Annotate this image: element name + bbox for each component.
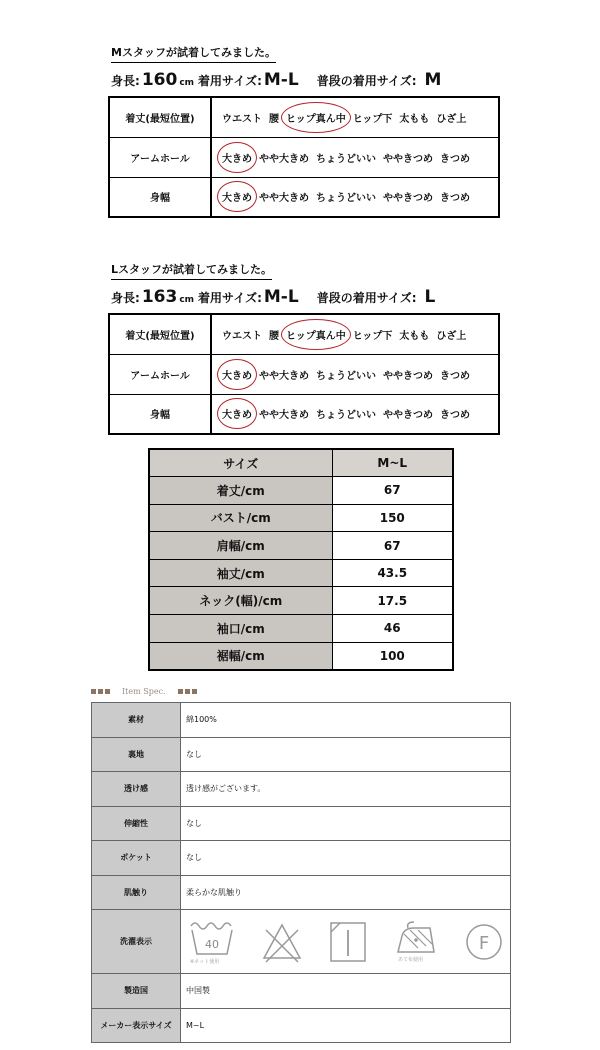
usual-size-label: 普段の着用サイズ: <box>316 74 417 88</box>
spec-row-label: 透け感 <box>92 772 181 807</box>
fit-option: ひざ上 <box>436 330 467 342</box>
size-row-value: 100 <box>332 642 453 670</box>
spec-row <box>92 772 511 807</box>
fit-option: ヒップ下 <box>352 113 393 125</box>
size-table-row <box>149 559 453 587</box>
line-dry-icon <box>328 920 368 964</box>
staff-l-fit-table <box>108 313 500 435</box>
spec-row <box>92 703 511 738</box>
fit-option: きつめ <box>440 410 470 422</box>
height-label: 身長: <box>111 291 140 305</box>
fit-option: やや大きめ <box>259 370 309 382</box>
size-row-label: バスト/cm <box>149 504 332 532</box>
fit-row <box>109 394 499 434</box>
size-value: M-L <box>263 70 299 90</box>
size-row-value: 67 <box>332 532 453 560</box>
spec-row-value: M~L <box>181 1008 511 1043</box>
spec-row <box>92 875 511 910</box>
fit-row-label: 身幅 <box>109 394 211 434</box>
iron-low-icon <box>392 918 440 966</box>
size-header-value: M~L <box>332 449 453 477</box>
staff-m-info <box>111 70 443 90</box>
fit-option: きつめ <box>440 153 470 165</box>
size-row-value: 17.5 <box>332 587 453 615</box>
spec-row-value: なし <box>181 806 511 841</box>
spec-row <box>92 974 511 1009</box>
fit-option: きつめ <box>440 193 470 205</box>
fit-option: ややきつめ <box>383 370 433 382</box>
spec-row <box>92 841 511 876</box>
item-spec-table <box>91 702 511 1043</box>
fit-option-selected: ヒップ真ん中 <box>286 327 346 342</box>
size-label: 着用サイズ: <box>198 74 262 88</box>
fit-row <box>109 97 499 137</box>
size-value: M-L <box>263 287 299 307</box>
size-table-row <box>149 532 453 560</box>
fit-row-options <box>211 137 499 177</box>
height-label: 身長: <box>111 74 140 88</box>
spec-row-label: 裏地 <box>92 737 181 772</box>
size-table <box>148 448 454 671</box>
fit-option: ウエスト <box>222 330 262 342</box>
wash-temp: 40 <box>205 937 219 951</box>
usual-size-value: L <box>424 287 436 307</box>
fit-row <box>109 314 499 354</box>
height-unit: cm <box>179 295 195 305</box>
usual-size-label: 普段の着用サイズ: <box>316 291 417 305</box>
fit-option: ひざ上 <box>436 113 467 125</box>
size-row-label: 袖丈/cm <box>149 559 332 587</box>
spec-row-wash <box>92 910 511 974</box>
fit-option: ちょうどいい <box>316 153 376 165</box>
fit-option-selected: 大きめ <box>222 406 252 421</box>
spec-row-value: 綿100% <box>181 703 511 738</box>
spec-row-label: 製造国 <box>92 974 181 1009</box>
staff-l-title: Lスタッフが試着してみました。 <box>111 261 272 280</box>
item-spec-heading <box>91 687 199 696</box>
spec-row-label: 素材 <box>92 703 181 738</box>
drycleaning-letter: F <box>478 932 490 954</box>
size-table-row <box>149 477 453 505</box>
spec-row-value: 中国製 <box>181 974 511 1009</box>
dry-clean-f-icon <box>464 920 504 964</box>
height-unit: cm <box>179 78 195 88</box>
fit-row-label: 着丈(最短位置) <box>109 97 211 137</box>
fit-option: やや大きめ <box>259 410 309 422</box>
fit-option: きつめ <box>440 370 470 382</box>
wash-label: 洗濯表示 <box>92 910 181 974</box>
spec-row-value: 柔らかな肌触り <box>181 875 511 910</box>
fit-row-label: アームホール <box>109 354 211 394</box>
fit-option: ヒップ下 <box>352 330 393 342</box>
size-row-value: 46 <box>332 615 453 643</box>
fit-row-options <box>211 97 499 137</box>
fit-option: ちょうどいい <box>316 410 376 422</box>
size-row-label: ネック(幅)/cm <box>149 587 332 615</box>
staff-m-title: Mスタッフが試着してみました。 <box>111 44 276 63</box>
fit-row <box>109 177 499 217</box>
fit-row <box>109 354 499 394</box>
fit-row-label: 身幅 <box>109 177 211 217</box>
iron-note: あて布使用 <box>398 956 424 963</box>
size-row-value: 43.5 <box>332 559 453 587</box>
wash-40-icon <box>188 918 236 966</box>
size-table-row <box>149 615 453 643</box>
size-row-value: 150 <box>332 504 453 532</box>
wash-note: ※ネット使用 <box>190 958 220 965</box>
fit-option: 太もも <box>399 330 430 342</box>
spec-row-value: なし <box>181 841 511 876</box>
fit-option-selected: ヒップ真ん中 <box>286 110 346 125</box>
fit-option: ウエスト <box>222 113 262 125</box>
fit-option: 腰 <box>269 330 279 342</box>
fit-row-options <box>211 394 499 434</box>
size-row-label: 裾幅/cm <box>149 642 332 670</box>
fit-option: 太もも <box>399 113 430 125</box>
usual-size-value: M <box>424 70 442 90</box>
size-row-value: 67 <box>332 477 453 505</box>
size-row-label: 着丈/cm <box>149 477 332 505</box>
fit-option: やや大きめ <box>259 193 309 205</box>
fit-row-label: アームホール <box>109 137 211 177</box>
fit-option: ややきつめ <box>383 410 433 422</box>
fit-row-label: 着丈(最短位置) <box>109 314 211 354</box>
spec-row-label: 肌触り <box>92 875 181 910</box>
spec-row <box>92 737 511 772</box>
height-value: 160 <box>141 70 178 90</box>
fit-option: 腰 <box>269 113 279 125</box>
spec-row <box>92 806 511 841</box>
fit-option: ややきつめ <box>383 153 433 165</box>
fit-row-options <box>211 314 499 354</box>
spec-row-label: ポケット <box>92 841 181 876</box>
fit-option: ちょうどいい <box>316 193 376 205</box>
size-table-header <box>149 449 453 477</box>
staff-m-fit-table <box>108 96 500 218</box>
size-label: 着用サイズ: <box>198 291 262 305</box>
wash-symbols <box>181 910 511 974</box>
size-row-label: 肩幅/cm <box>149 532 332 560</box>
size-table-row <box>149 587 453 615</box>
spec-row-value: 透け感がございます。 <box>181 772 511 807</box>
fit-option: ややきつめ <box>383 193 433 205</box>
item-spec-title: Item Spec. <box>122 687 166 696</box>
staff-l-info <box>111 287 437 307</box>
spec-row <box>92 1008 511 1043</box>
spec-row-label: メーカー表示サイズ <box>92 1008 181 1043</box>
fit-option: やや大きめ <box>259 153 309 165</box>
spec-row-value: なし <box>181 737 511 772</box>
fit-row <box>109 137 499 177</box>
fit-option-selected: 大きめ <box>222 367 252 382</box>
fit-row-options <box>211 354 499 394</box>
size-row-label: 袖口/cm <box>149 615 332 643</box>
size-table-row <box>149 504 453 532</box>
spec-row-label: 伸縮性 <box>92 806 181 841</box>
height-value: 163 <box>141 287 178 307</box>
fit-option-selected: 大きめ <box>222 189 252 204</box>
size-table-row <box>149 642 453 670</box>
fit-row-options <box>211 177 499 217</box>
no-bleach-icon <box>260 920 304 964</box>
size-header-label: サイズ <box>149 449 332 477</box>
fit-option: ちょうどいい <box>316 370 376 382</box>
fit-option-selected: 大きめ <box>222 150 252 165</box>
